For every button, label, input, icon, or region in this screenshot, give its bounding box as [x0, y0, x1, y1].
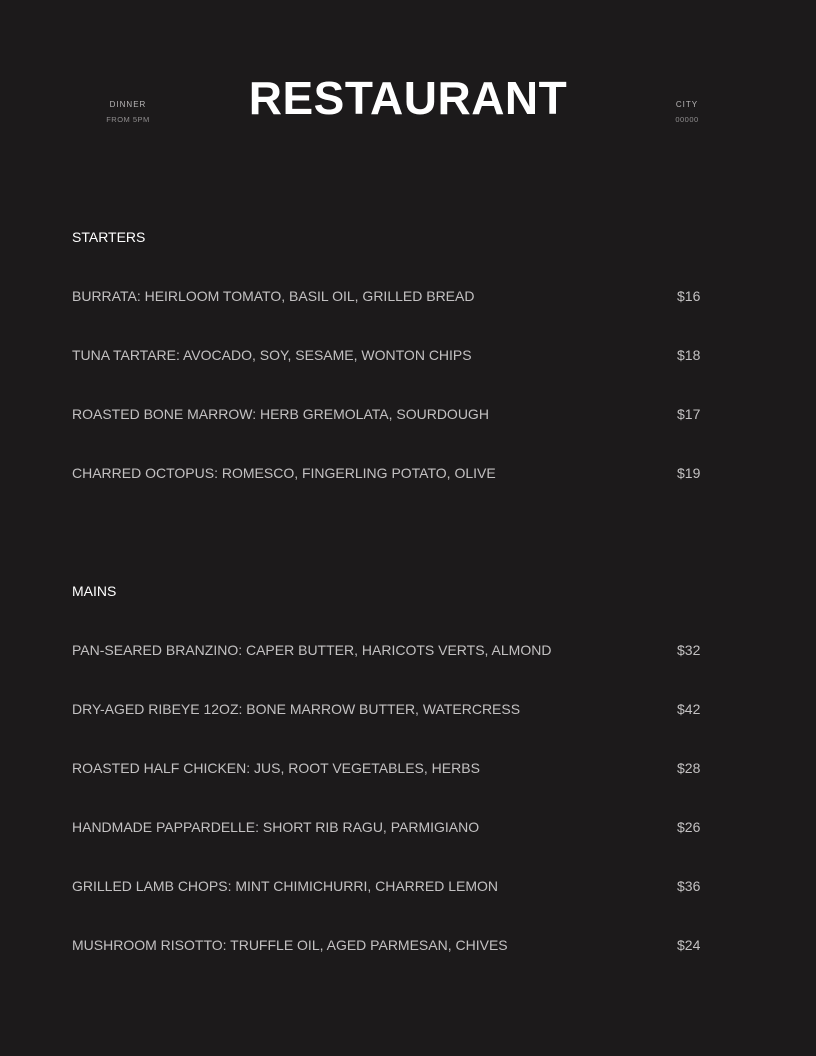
menu-item-price: $42 [677, 701, 701, 717]
menu-item-name: GRILLED LAMB CHOPS: MINT CHIMICHURRI, CHARRED LEMON [72, 878, 499, 894]
menu-item [72, 640, 712, 660]
menu-item-name: ROASTED HALF CHICKEN: JUS, ROOT VEGETABLES, HERBS [72, 760, 480, 776]
menu-item [72, 345, 712, 365]
menu-item [72, 463, 712, 483]
menu-item-name: ROASTED BONE MARROW: HERB GREMOLATA, SOURDOUGH [72, 406, 489, 422]
menu-item [72, 404, 712, 424]
section-heading-mains: MAINS [72, 583, 117, 599]
menu-item-name: TUNA TARTARE: AVOCADO, SOY, SESAME, WONTON CHIPS [72, 347, 472, 363]
meal-label: DINNER [109, 100, 147, 109]
menu-item [72, 699, 712, 719]
menu-item-price: $17 [677, 406, 701, 422]
menu-item-price: $28 [677, 760, 701, 776]
menu-item-price: $18 [677, 347, 701, 363]
menu-item [72, 286, 712, 306]
menu-item-price: $19 [677, 465, 701, 481]
menu-item-price: $16 [677, 288, 701, 304]
menu-item-name: BURRATA: HEIRLOOM TOMATO, BASIL OIL, GRILLED BREAD [72, 288, 475, 304]
menu-item [72, 876, 712, 896]
postal-code: 00000 [675, 115, 699, 124]
city-label: CITY [675, 100, 699, 109]
menu-item [72, 935, 712, 955]
restaurant-title: RESTAURANT [248, 72, 568, 124]
menu-item-price: $36 [677, 878, 701, 894]
menu-item [72, 758, 712, 778]
section-heading-starters: STARTERS [72, 229, 146, 245]
menu-item-name: PAN-SEARED BRANZINO: CAPER BUTTER, HARICOTS VERTS, ALMOND [72, 642, 552, 658]
menu-item-price: $26 [677, 819, 701, 835]
header-location-info [637, 99, 737, 126]
menu-item-price: $32 [677, 642, 701, 658]
menu-item-name: MUSHROOM RISOTTO: TRUFFLE OIL, AGED PARMESAN, CHIVES [72, 937, 508, 953]
meal-hours: FROM 5PM [106, 115, 150, 124]
menu-item-name: DRY-AGED RIBEYE 12OZ: BONE MARROW BUTTER, WATERCRESS [72, 701, 521, 717]
menu-item [72, 817, 712, 837]
menu-item-name: HANDMADE PAPPARDELLE: SHORT RIB RAGU, PARMIGIANO [72, 819, 480, 835]
menu-item-price: $24 [677, 937, 701, 953]
menu-item-name: CHARRED OCTOPUS: ROMESCO, FINGERLING POTATO, OLIVE [72, 465, 496, 481]
